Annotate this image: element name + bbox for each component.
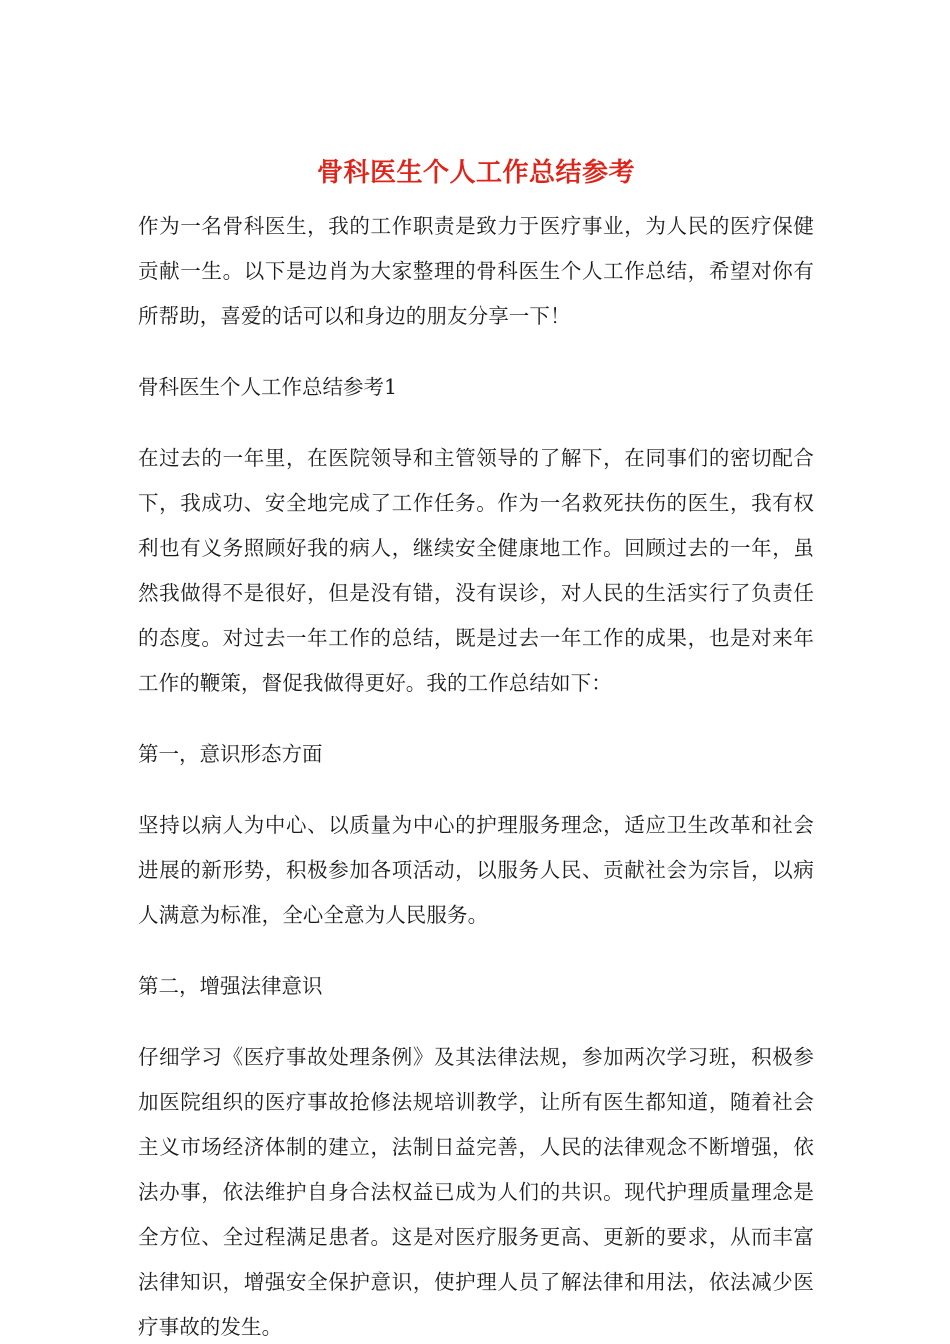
section-body-one: 坚持以病人为中心、以质量为中心的护理服务理念，适应卫生改革和社会进展的新形势，积极参加各项活动，以服务人民、贡献社会为宗旨，以病人满意为标准，全心全意为人民服务。 (138, 813, 814, 927)
paragraph-overview: 在过去的一年里，在医院领导和主管领导的了解下，在同事们的密切配合下，我成功、安全地完成了工作任务。作为一名救死扶伤的医生，我有权利也有义务照顾好我的病人，继续安全健康地工作。回顾过去的一年，虽然我做得不是很好，但是没有错，没有误诊，对人民的生活实行了负责任的态度。对过去一年工作的总结，既是过去一年工作的成果，也是对来年工作的鞭策，督促我做得更好。我的工作总结如下： (138, 446, 814, 695)
document-content (138, 0, 814, 1344)
subtitle-heading: 骨科医生个人工作总结参考1 (138, 375, 398, 399)
section-heading-one: 第一，意识形态方面 (138, 742, 323, 766)
page-title: 骨科医生个人工作总结参考 (316, 158, 635, 188)
section-body-two: 仔细学习《医疗事故处理条例》及其法律法规，参加两次学习班，积极参加医院组织的医疗事故抢修法规培训教学，让所有医生都知道，随着社会主义市场经济体制的建立，法制日益完善，人民的法律观念不断增强，依法办事，依法维护自身合法权益已成为人们的共识。现代护理质量理念是全方位、全过程满足患者。这是对医疗服务更高、更新的要求，从而丰富法律知识，增强安全保护意识，使护理人员了解法律和用法，依法减少医疗事故的发生。 (138, 1045, 814, 1339)
intro-paragraph: 作为一名骨科医生，我的工作职责是致力于医疗事业，为人民的医疗保健贡献一生。以下是边肖为大家整理的骨科医生个人工作总结，希望对你有所帮助，喜爱的话可以和身边的朋友分享一下！ (138, 214, 814, 328)
section-heading-two: 第二，增强法律意识 (138, 974, 323, 998)
